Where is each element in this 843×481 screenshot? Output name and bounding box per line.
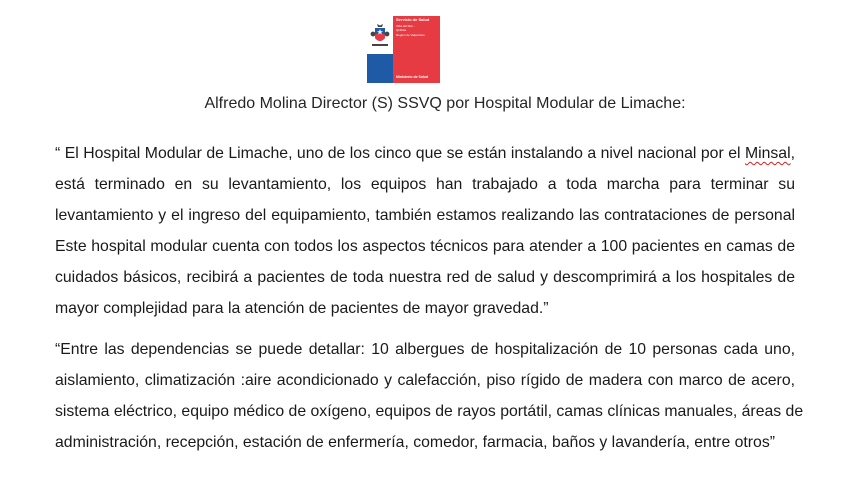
paragraph-line: Este hospital modular cuenta con todos los aspectos técnicos para atender a 100 pacientes en camas de bbox=[55, 238, 795, 255]
logo-text-region-c: Región de Valparaíso bbox=[396, 32, 425, 37]
logo-text-region-a: Viña del Mar - bbox=[396, 23, 415, 28]
paragraph-line: “Entre las dependencias se puede detallar: 10 albergues de hospitalización de 10 personas cada uno, bbox=[55, 341, 795, 358]
logo-red-panel bbox=[393, 16, 440, 83]
ministry-logo bbox=[367, 16, 440, 83]
logo-blue-band bbox=[367, 16, 393, 83]
spellcheck-flagged-word: Minsal bbox=[744, 145, 791, 162]
paragraph-line: sistema eléctrico, equipo médico de oxígeno, equipos de rayos portátil, camas clínicas manuales, áreas de bbox=[55, 403, 804, 420]
coat-of-arms-icon bbox=[367, 16, 393, 54]
logo-text-service: Servicio de Salud bbox=[396, 17, 430, 22]
paragraph-line: mayor complejidad para la atención de pacientes de mayor gravedad.” bbox=[55, 300, 549, 317]
logo-text-region-b: Quillota bbox=[396, 28, 407, 32]
page-title: Alfredo Molina Director (S) SSVQ por Hospital Modular de Limache: bbox=[204, 95, 686, 112]
paragraph-line: aislamiento, climatización :aire acondicionado y calefacción, piso rígido de madera con marco de acero, bbox=[55, 372, 795, 389]
paragraph-line: “ El Hospital Modular de Limache, uno de los cinco que se están instalando a nivel nacional por el Minsal, bbox=[55, 145, 795, 162]
quote-paragraph-2 bbox=[55, 334, 804, 458]
paragraph-line: administración, recepción, estación de enfermería, comedor, farmacia, baños y lavandería, entre otros” bbox=[55, 434, 776, 451]
logo-text-ministry: Ministerio de Salud bbox=[396, 75, 429, 79]
quote-paragraph-1 bbox=[55, 138, 795, 324]
paragraph-line: levantamiento y el ingreso del equipamiento, también estamos realizando las contrataciones de personal bbox=[55, 207, 795, 224]
paragraph-line: cuidados básicos, recibirá a pacientes de toda nuestra red de salud y descomprimirá a los hospitales de bbox=[55, 269, 795, 286]
paragraph-line: está terminado en su levantamiento, los equipos han trabajado a toda marcha para terminar su bbox=[55, 176, 795, 193]
